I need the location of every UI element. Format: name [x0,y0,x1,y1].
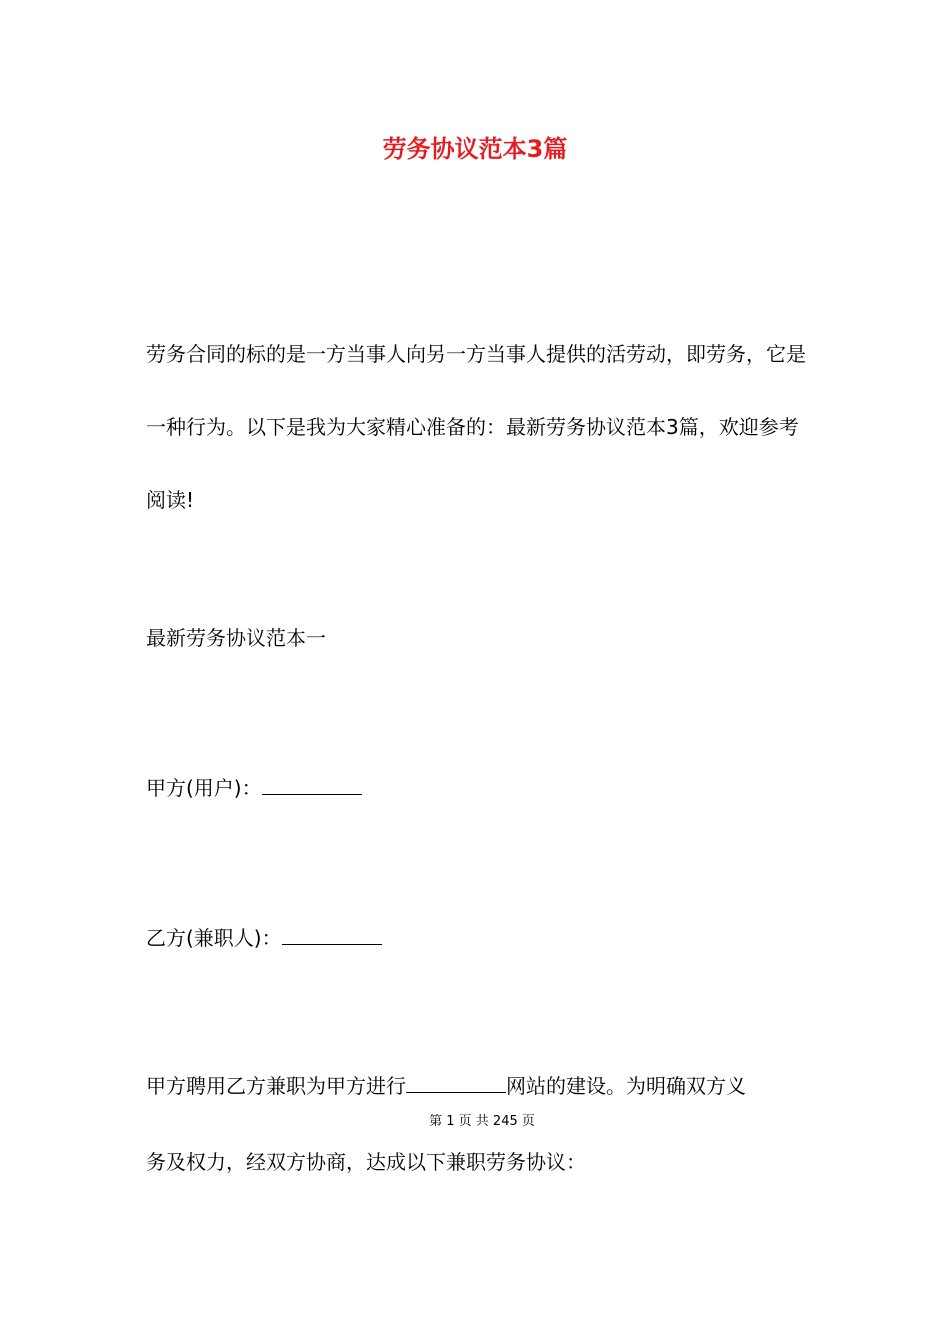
party-b-line [146,923,382,953]
intro-paragraph: 劳务合同的标的是一方当事人向另一方当事人提供的活劳动，即劳务，它是一种行为。以下是我为大家精心准备的：最新劳务协议范本3篇，欢迎参考阅读! [146,342,806,512]
party-b-label: 乙方(兼职人)： [146,926,282,950]
page-indicator: 第 1 页 共 245 页 [429,1114,535,1129]
party-b-blank [282,924,382,945]
clause-suffix: 网站的建设。为明确双方义 [506,1074,746,1098]
party-a-blank [262,774,362,795]
clause-line-2: 务及权力，经双方协商，达成以下兼职劳务协议： [146,1150,586,1174]
party-a-label: 甲方(用户)： [146,776,262,800]
page-title: 劳务协议范本3篇 [382,135,568,163]
clause-prefix: 甲方聘用乙方兼职为甲方进行 [146,1074,406,1098]
section-heading: 最新劳务协议范本一 [146,626,326,650]
clause-line-1 [146,1071,746,1101]
website-blank [406,1072,506,1093]
party-a-line [146,773,362,803]
